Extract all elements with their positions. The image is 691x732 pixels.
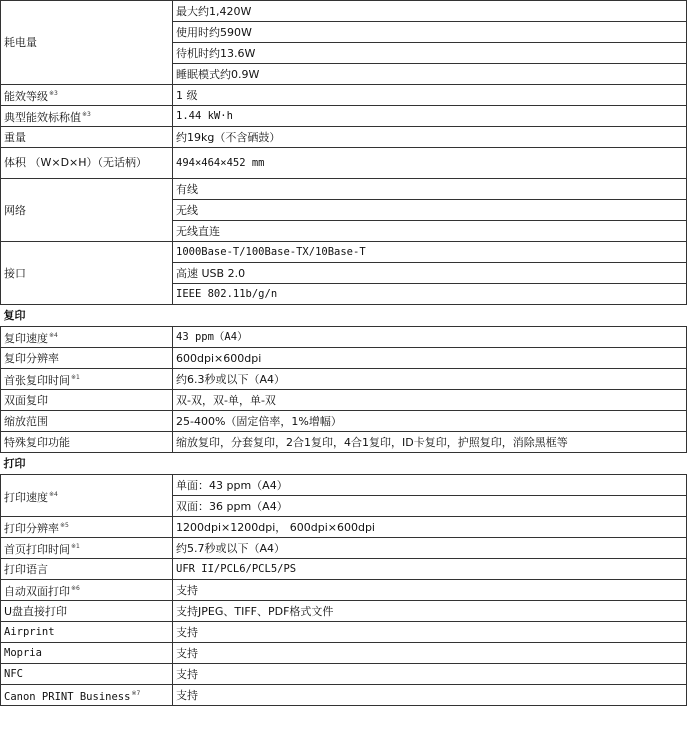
network-wired: 有线 bbox=[173, 179, 687, 200]
network-wireless-direct: 无线直连 bbox=[173, 221, 687, 242]
usb-direct-value: 支持JPEG、TIFF、PDF格式文件 bbox=[173, 601, 687, 622]
row-airprint bbox=[1, 622, 687, 643]
row-copy-speed bbox=[1, 327, 687, 348]
row-power bbox=[1, 1, 687, 22]
tec-label bbox=[1, 106, 173, 127]
row-print-language bbox=[1, 559, 687, 580]
power-standby: 待机时约13.6W bbox=[173, 43, 687, 64]
row-auto-duplex bbox=[1, 580, 687, 601]
auto-duplex-label bbox=[1, 580, 173, 601]
weight-value: 约19kg（不含硒鼓） bbox=[173, 127, 687, 148]
copy-speed-text: 复印速度 bbox=[4, 332, 48, 345]
weight-label: 重量 bbox=[1, 127, 173, 148]
footnote-mark: ※1 bbox=[71, 374, 80, 381]
interface-usb: 高速 USB 2.0 bbox=[173, 263, 687, 284]
first-copy-label bbox=[1, 369, 173, 390]
nfc-value: 支持 bbox=[173, 664, 687, 685]
usb-direct-label: U盘直接打印 bbox=[1, 601, 173, 622]
power-sleep: 睡眠模式约0.9W bbox=[173, 64, 687, 85]
footnote-mark: ※5 bbox=[60, 522, 69, 529]
dimensions-value: 494×464×452 mm bbox=[173, 148, 687, 179]
print-language-value: UFR II/PCL6/PCL5/PS bbox=[173, 559, 687, 580]
print-resolution-text: 打印分辨率 bbox=[4, 522, 59, 535]
row-usb-direct bbox=[1, 601, 687, 622]
row-mopria bbox=[1, 643, 687, 664]
tec-value: 1.44 kW·h bbox=[173, 106, 687, 127]
section-title-print: 打印 bbox=[1, 453, 687, 475]
footnote-mark: ※4 bbox=[49, 332, 58, 339]
canon-print-text: Canon PRINT Business bbox=[4, 690, 131, 703]
zoom-value: 25-400%（固定倍率，1%增幅） bbox=[173, 411, 687, 432]
footnote-mark: ※7 bbox=[131, 689, 141, 697]
section-title-copy: 复印 bbox=[1, 305, 687, 327]
row-special-copy bbox=[1, 432, 687, 453]
first-print-label bbox=[1, 538, 173, 559]
print-language-label: 打印语言 bbox=[1, 559, 173, 580]
duplex-copy-label: 双面复印 bbox=[1, 390, 173, 411]
canon-print-label bbox=[1, 685, 173, 706]
tec-text: 典型能效标称值 bbox=[4, 111, 81, 124]
zoom-label: 缩放范围 bbox=[1, 411, 173, 432]
footnote-mark: ※3 bbox=[82, 111, 91, 118]
canon-print-value: 支持 bbox=[173, 685, 687, 706]
footnote-mark: ※3 bbox=[49, 90, 58, 97]
special-copy-label: 特殊复印功能 bbox=[1, 432, 173, 453]
row-first-copy bbox=[1, 369, 687, 390]
copy-resolution-label: 复印分辨率 bbox=[1, 348, 173, 369]
row-interface bbox=[1, 242, 687, 263]
special-copy-value: 缩放复印，分套复印，2合1复印，4合1复印，ID卡复印，护照复印，消除黑框等 bbox=[173, 432, 687, 453]
network-wireless: 无线 bbox=[173, 200, 687, 221]
section-print bbox=[1, 453, 687, 475]
power-max: 最大约1,420W bbox=[173, 1, 687, 22]
power-label: 耗电量 bbox=[1, 1, 173, 85]
auto-duplex-value: 支持 bbox=[173, 580, 687, 601]
print-speed-label bbox=[1, 475, 173, 517]
row-nfc bbox=[1, 664, 687, 685]
efficiency-grade-text: 能效等级 bbox=[4, 90, 48, 103]
print-resolution-value: 1200dpi×1200dpi， 600dpi×600dpi bbox=[173, 517, 687, 538]
interface-ethernet: 1000Base-T/100Base-TX/10Base-T bbox=[173, 242, 687, 263]
row-network bbox=[1, 179, 687, 200]
first-print-text: 首页打印时间 bbox=[4, 543, 70, 556]
power-use: 使用时约590W bbox=[173, 22, 687, 43]
first-copy-text: 首张复印时间 bbox=[4, 374, 70, 387]
print-resolution-label bbox=[1, 517, 173, 538]
airprint-label: Airprint bbox=[1, 622, 173, 643]
row-zoom bbox=[1, 411, 687, 432]
row-weight bbox=[1, 127, 687, 148]
footnote-mark: ※1 bbox=[71, 543, 80, 550]
copy-speed-label bbox=[1, 327, 173, 348]
row-duplex-copy bbox=[1, 390, 687, 411]
row-canon-print bbox=[1, 685, 687, 706]
interface-label: 接口 bbox=[1, 242, 173, 305]
first-print-value: 约5.7秒或以下（A4） bbox=[173, 538, 687, 559]
dimensions-label: 体积 （W×D×H）（无话柄） bbox=[1, 148, 173, 179]
airprint-value: 支持 bbox=[173, 622, 687, 643]
first-copy-value: 约6.3秒或以下（A4） bbox=[173, 369, 687, 390]
row-copy-resolution bbox=[1, 348, 687, 369]
mopria-label: Mopria bbox=[1, 643, 173, 664]
row-print-speed bbox=[1, 475, 687, 496]
footnote-mark: ※4 bbox=[49, 490, 58, 498]
print-speed-duplex: 双面：36 ppm（A4） bbox=[173, 496, 687, 517]
copy-resolution-value: 600dpi×600dpi bbox=[173, 348, 687, 369]
network-label: 网络 bbox=[1, 179, 173, 242]
efficiency-grade-label bbox=[1, 85, 173, 106]
row-first-print bbox=[1, 538, 687, 559]
duplex-copy-value: 双-双，双-单，单-双 bbox=[173, 390, 687, 411]
mopria-value: 支持 bbox=[173, 643, 687, 664]
auto-duplex-text: 自动双面打印 bbox=[4, 585, 70, 598]
interface-wifi: IEEE 802.11b/g/n bbox=[173, 284, 687, 305]
nfc-label: NFC bbox=[1, 664, 173, 685]
section-copy bbox=[1, 305, 687, 327]
row-print-resolution bbox=[1, 517, 687, 538]
efficiency-grade-value: 1 级 bbox=[173, 85, 687, 106]
row-tec bbox=[1, 106, 687, 127]
footnote-mark: ※6 bbox=[71, 585, 80, 592]
print-speed-simplex: 单面：43 ppm（A4） bbox=[173, 475, 687, 496]
print-speed-text: 打印速度 bbox=[4, 490, 48, 504]
row-dimensions bbox=[1, 148, 687, 179]
row-efficiency-grade bbox=[1, 85, 687, 106]
copy-speed-value: 43 ppm（A4） bbox=[173, 327, 687, 348]
